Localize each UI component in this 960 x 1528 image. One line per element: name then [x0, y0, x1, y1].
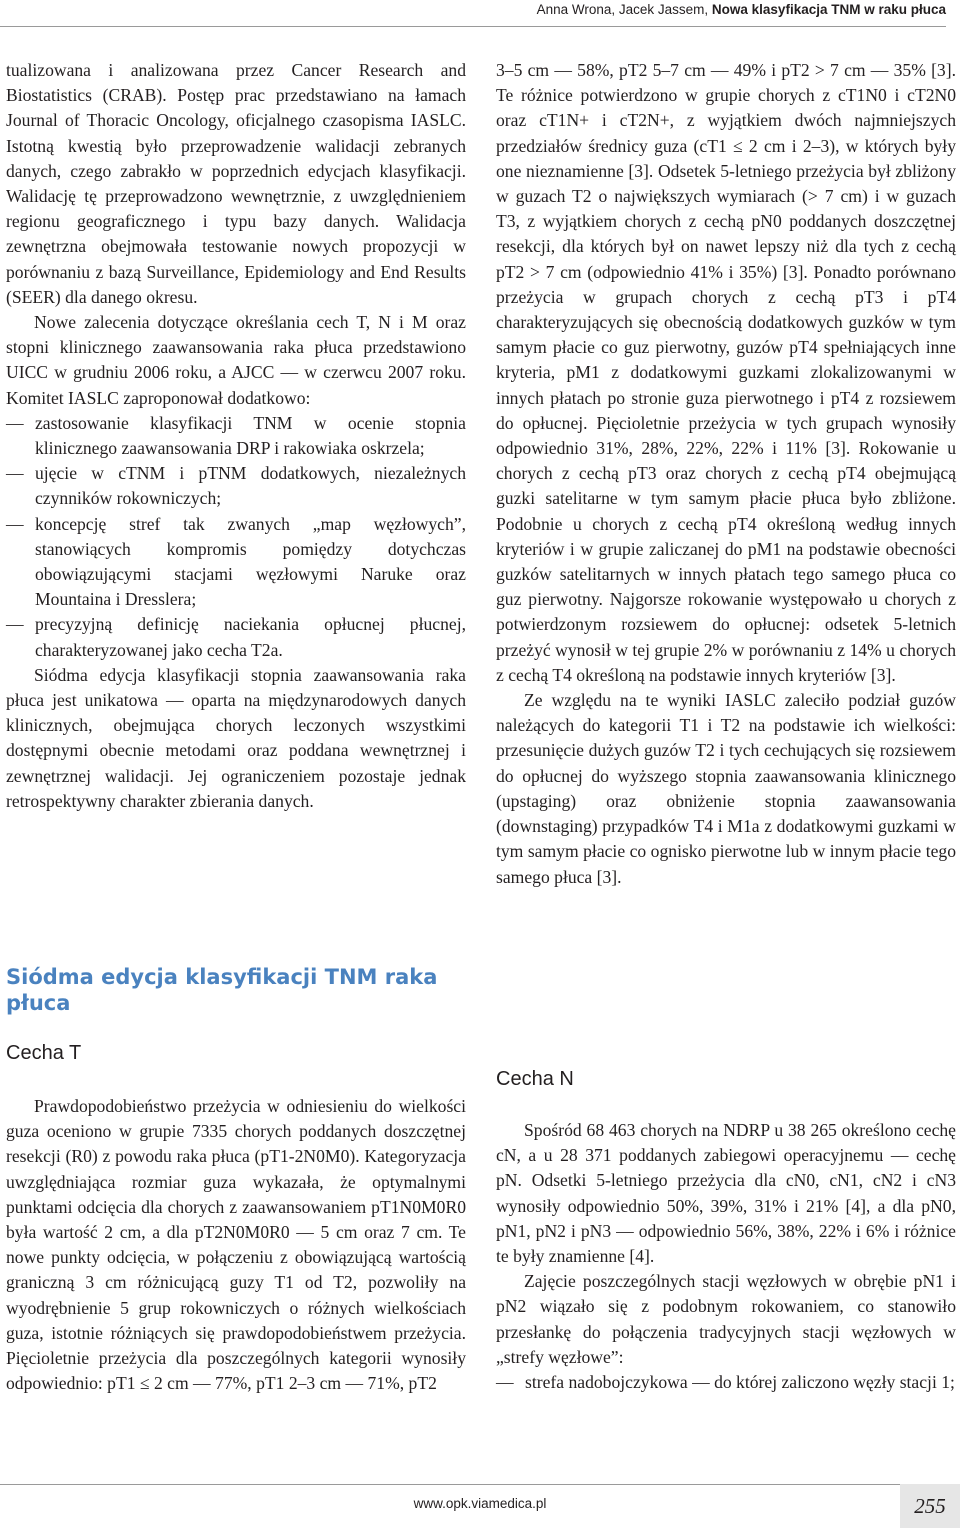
list-item: — ujęcie w cTNM i pTNM dodatkowych, niezależnych czynników rokowniczych; [6, 461, 466, 511]
list-item: — strefa nadobojczykowa — do której zaliczono węzły stacji 1; [496, 1370, 956, 1395]
left-column-lower [6, 1094, 466, 1396]
page-number: 255 [900, 1484, 960, 1528]
list-item: — koncepcję stref tak zwanych „map węzłowych”, stanowiących kompromis pomiędzy dotychczas obowiązującymi stacjami węzłowymi Naruke oraz Mountaina i Dresslera; [6, 512, 466, 613]
subheading-cecha-n: Cecha N [496, 1068, 574, 1090]
footer-url: www.opk.viamedica.pl [413, 1496, 547, 1511]
footer-divider [0, 1484, 960, 1485]
paragraph: Nowe zalecenia dotyczące określania cech T, N i M oraz stopni klinicznego zaawansowania raka płuca przedstawiono UICC w grudniu 2006 roku, a AJCC — w czerwcu 2007 roku. Komitet IASLC zaproponował dodatkowo: [6, 312, 466, 408]
paragraph: Spośród 68 463 chorych na NDRP u 38 265 określono cechę cN, a u 28 371 poddanych zabiegowi operacyjnemu — cechę pN. Odsetki 5-letniego przeżycia dla cN0, cN1, cN2 i cN3 wynosiły odpowiednio 50%, 39%, 31% i 21% [4], a dla pN0, pN1, pN2 i pN3 — odpowiednio 56%, 38%, 22% i 6% i różnice te były znamienne [4]. [496, 1120, 956, 1267]
paragraph: Ze względu na te wyniki IASLC zaleciło podział guzów należących do kategorii T1 i T2 na podstawie ich wielkości: przesunięcie dużych guzów T2 i tych cechujących się rozsiewem do opłucnej do wyższego stopnia zaawansowania klinicznego (upstaging) oraz obniżenie stopnia zaawansowania (downstaging) przypadków T4 i M1a z dodatkowymi guzkami w tym samym płacie co ognisko pierwotne lub w innym płacie tego samego płuca [3]. [496, 690, 956, 887]
running-header [0, 0, 946, 27]
paragraph: Prawdopodobieństwo przeżycia w odniesieniu do wielkości guza oceniono w grupie 7335 chorych poddanych doszczętnej resekcji (R0) z powodu raka płuca (pT1-2N0M0). Kategoryzacja uwzględniająca rozmiar guza wykazała, że optymalnymi punktami odcięcia dla chorych z zaawansowaniem pT1N0M0R0 była wartość 2 cm, a dla pT2N0M0R0 — 5 cm oraz 7 cm. Te nowe punkty odcięcia, w połączeniu z obowiązującą wartością graniczną 3 cm różnicującą guzy T1 od T2, pozwoliły na wyodrębnienie 5 grup rokowniczych o różnych wielkościach guza, istotnie różniących się prawdopodobieństwem przeżycia. Pięcioletnie przeżycia dla poszczególnych kategorii wynosiły odpowiednio: pT1 ≤ 2 cm — 77%, pT1 2–3 cm — 71%, pT2 [6, 1096, 466, 1394]
paragraph: Siódma edycja klasyfikacji stopnia zaawansowania raka płuca jest unikatowa — oparta na międzynarodowych danych klinicznych, obejmująca chorych leczonych wszystkimi dostępnymi obecnie metodami oraz poddana wewnętrznej i zewnętrznej walidacji. Jej ograniczeniem pozostaje jednak retrospektywny charakter zbierania danych. [6, 664, 466, 811]
subheading-cecha-t: Cecha T [6, 1042, 82, 1064]
header-authors: Anna Wrona, Jacek Jassem, [536, 2, 709, 17]
list-item: — precyzyjną definicję naciekania opłucnej płucnej, charakteryzowanej jako cecha T2a. [6, 612, 466, 662]
list-item: — zastosowanie klasyfikacji TNM w ocenie stopnia klinicznego zaawansowania DRP i rakowiaka oskrzela; [6, 411, 466, 461]
paragraph: tualizowana i analizowana przez Cancer Research and Biostatistics (CRAB). Postęp prac przedstawiano na łamach Journal of Thoracic Oncology, oficjalnego czasopisma IASLC. Istotną kwestią było przeprowadzenie walidacji zebranych danych, czego zabrakło w poprzednich edycjach klasyfikacji. Walidację tę przeprowadzono wewnętrznie, z uwzględnieniem regionu geograficznego i typu bazy danych. Walidacja zewnętrzna obejmowała testowanie nowych propozycji w porównaniu z bazą Surveillance, Epidemiology and End Results (SEER) dla danego okresu. [6, 60, 466, 307]
section-title: Siódma edycja klasyfikacji TNM raka płuca [6, 965, 438, 1015]
left-column [6, 58, 466, 814]
paragraph: Zajęcie poszczególnych stacji węzłowych w obrębie pN1 i pN2 wiązało się z podobnym rokowaniem, co stanowiło przesłankę do połączenia tradycyjnych stacji węzłowych w „strefy węzłowe”: [496, 1271, 956, 1367]
right-column [496, 58, 956, 890]
header-title: Nowa klasyfikacja TNM w raku płuca [711, 2, 946, 17]
paragraph: 3–5 cm — 58%, pT2 5–7 cm — 49% i pT2 > 7 cm — 35% [3]. Te różnice potwierdzono w grupie chorych z cT1N0 i cT2N0 oraz cT1N+ i cT2N+, z wyjątkiem dwóch najmniejszych przedziałów średnicy guza (cT1 ≤ 2 cm i 2–3), w których były one nieznamienne [3]. Odsetek 5-letniego przeżycia był zbliżony w guzach T2 o największych wymiarach (> 7 cm) i w guzach T3, z wyjątkiem chorych z cechą pN0 poddanych doszczętnej resekcji, dla których był on nawet lepszy niż dla tych z cechą pT2 > 7 cm (odpowiednio 41% i 35%) [3]. Ponadto porównano przeżycia w grupach chorych z cechą pT3 i pT4 charakteryzujących się obecnością dodatkowych guzków w tym samym płacie co guz pierwotny, guzów pT4 spełniających inne kryteria, pM1 z dodatkowymi guzkami zlokalizowanymi w innych płatach po stronie guza pierwotnego i pT4 z rozsiewem do opłucnej. Pięcioletnie przeżycia w tych grupach wynosiły odpowiednio 31%, 28%, 22%, 22% i 11% [3]. Rokowanie u chorych z cechą pT3 oraz chorych z cechą pT4 obejmującą guzki satelitarne w tym samym płacie płuca było zbliżone. Podobnie u chorych z cechą pT4 określoną według innych kryteriów i w grupie zaliczanej do pM1 na podstawie obecności guzków satelitarnych w innych płatach tego samego płuca co guz pierwotny. Najgorsze rokowanie występowało u chorych z potwierdzonym rozsiewem do opłucnej: odsetek 5-letnich przeżyć wynosił w tej grupie 2% w porównaniu z 14% u chorych z cechą T4 określoną na podstawie innych kryteriów [3]. [496, 60, 956, 685]
right-column-lower [496, 1118, 956, 1395]
